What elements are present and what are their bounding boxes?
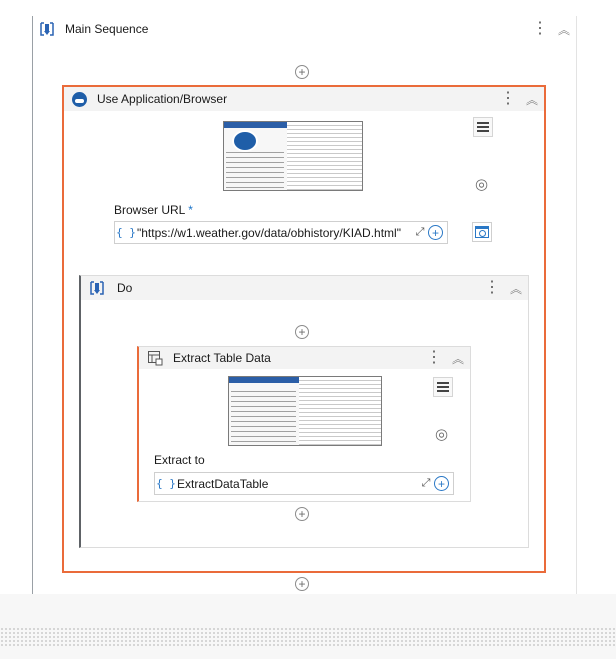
extract-add-variable-icon[interactable]: +: [434, 476, 449, 491]
extract-expression-brace-icon: { }: [156, 477, 176, 490]
extract-table-data-activity[interactable]: [137, 346, 471, 502]
table-thumbnail-left-panel: [229, 377, 300, 445]
do-collapse-icon[interactable]: ︽: [509, 281, 522, 296]
thumbnail-data-rows: [226, 148, 284, 188]
add-variable-icon[interactable]: +: [428, 225, 443, 240]
do-header[interactable]: [81, 276, 528, 300]
required-mark: *: [188, 203, 193, 217]
extract-to-value[interactable]: ExtractDataTable: [177, 476, 269, 491]
extract-expand-editor-icon[interactable]: ⤢: [421, 477, 431, 489]
extract-hamburger-glyph: [437, 382, 449, 392]
browser-url-field[interactable]: [114, 221, 448, 244]
hamburger-glyph: [477, 122, 489, 132]
browser-window-glyph: [475, 226, 489, 238]
add-activity-top-button[interactable]: +: [295, 65, 309, 79]
main-sequence-title: Main Sequence: [65, 22, 149, 36]
indicate-target-icon[interactable]: ◎: [475, 176, 489, 193]
add-activity-bottom-button[interactable]: +: [295, 577, 309, 591]
thumbnail-header-bar: [224, 122, 287, 128]
do-sequence-icon: [89, 280, 105, 296]
noaa-logo-icon: [72, 92, 87, 107]
main-sequence-collapse-icon[interactable]: ︽: [557, 22, 570, 37]
browser-url-label: [114, 203, 193, 217]
table-screenshot-thumbnail[interactable]: [228, 376, 382, 446]
designer-dotted-strip: [0, 627, 616, 647]
table-thumbnail-header-bar: [229, 377, 299, 383]
browser-url-label-text: Browser URL: [114, 203, 185, 217]
extract-table-data-header[interactable]: [139, 347, 470, 369]
extract-table-collapse-icon[interactable]: ︽: [451, 351, 464, 366]
table-thumbnail-data-rows: [231, 387, 296, 443]
sequence-icon: [39, 21, 55, 37]
main-sequence-header[interactable]: [33, 16, 576, 42]
main-sequence-more-icon[interactable]: ⋮: [531, 20, 548, 37]
add-activity-do-top-button[interactable]: +: [295, 325, 309, 339]
browser-screenshot-thumbnail[interactable]: [223, 121, 363, 191]
extract-indicate-target-icon[interactable]: ◎: [435, 426, 449, 443]
use-application-browser-header[interactable]: [64, 87, 544, 111]
do-more-icon[interactable]: ⋮: [483, 279, 500, 296]
extract-to-field[interactable]: [154, 472, 454, 495]
extract-hamburger-menu-icon[interactable]: [433, 377, 453, 397]
do-title: Do: [117, 281, 133, 295]
add-activity-do-bottom-button[interactable]: +: [295, 507, 309, 521]
browser-select-icon[interactable]: [472, 222, 492, 242]
extract-table-icon: [147, 350, 163, 366]
thumbnail-table-lines: [287, 122, 362, 190]
extract-table-more-icon[interactable]: ⋮: [425, 349, 442, 366]
thumbnail-left-panel: [224, 122, 288, 190]
use-application-browser-collapse-icon[interactable]: ︽: [525, 92, 538, 107]
use-application-browser-title: Use Application/Browser: [97, 92, 228, 106]
use-application-browser-more-icon[interactable]: ⋮: [499, 90, 516, 107]
browser-url-value[interactable]: "https://w1.weather.gov/data/obhistory/KIAD.html": [137, 225, 401, 240]
table-thumbnail-lines: [299, 377, 381, 445]
expand-editor-icon[interactable]: ⤢: [415, 226, 425, 238]
extract-to-label: Extract to: [154, 453, 205, 467]
expression-brace-icon: { }: [116, 226, 136, 239]
hamburger-menu-icon[interactable]: [473, 117, 493, 137]
extract-table-data-title: Extract Table Data: [173, 351, 271, 365]
